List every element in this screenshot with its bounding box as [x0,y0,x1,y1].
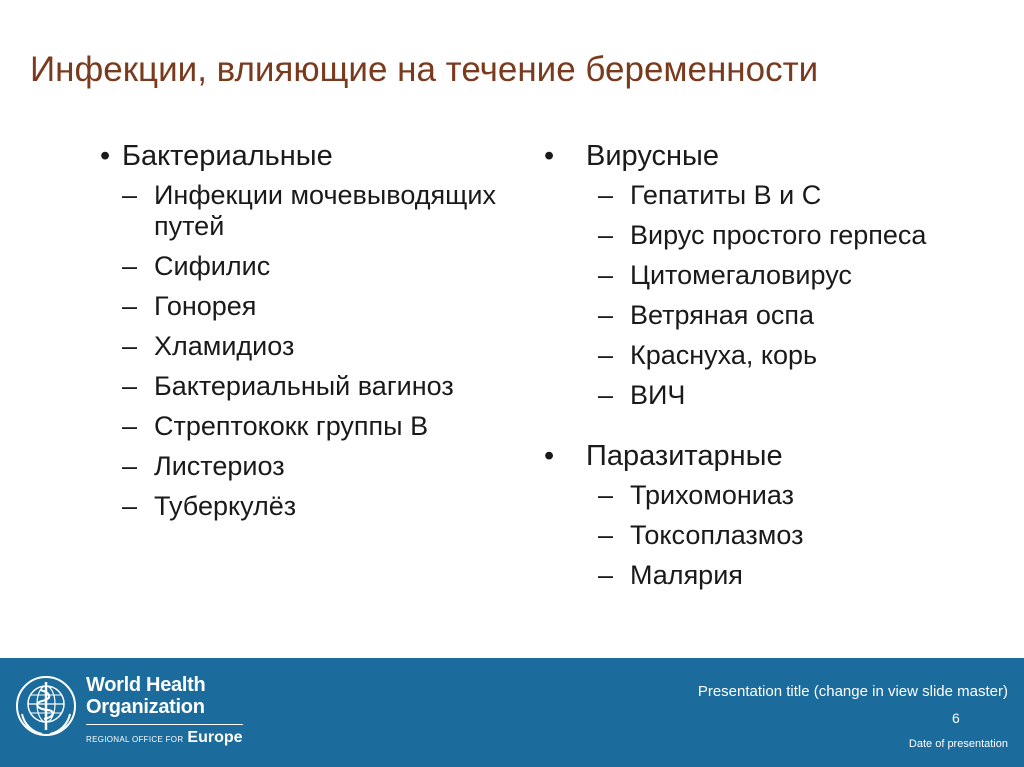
sub-item [122,407,520,447]
sub-item-label: Сифилис [154,251,271,281]
sub-item-label: Листериоз [154,451,285,481]
sub-item [598,516,984,556]
bullet-group-bacterial [100,136,520,527]
sub-item [122,176,520,247]
sub-item [598,336,984,376]
bullet-item [100,136,520,176]
who-logo [14,674,243,747]
bullet-item [544,136,984,176]
sub-item-label: Инфекции мочевыводящих путей [154,180,496,241]
dash-marker: – [598,300,614,330]
sub-item-label: Цитомегаловирус [630,260,852,290]
dash-marker: – [122,411,138,441]
footer-bar [0,658,1024,767]
sub-item [598,556,984,596]
dash-marker: – [122,331,138,361]
dash-marker: – [122,491,138,521]
dash-marker: – [598,340,614,370]
sub-item [598,176,984,216]
bullet-label: Бактериальные [122,140,333,172]
sub-item-label: Трихомониаз [630,480,794,510]
sub-item-label: Бактериальный вагиноз [154,371,454,401]
bullet-marker: • [544,140,555,172]
regional-office [86,724,243,747]
sub-item-label: Гепатиты В и С [630,180,822,210]
sub-item-label: Хламидиоз [154,331,295,361]
sub-item-label: ВИЧ [630,380,686,410]
sub-item [598,216,984,256]
sub-item [122,487,520,527]
sub-item-label: Краснуха, корь [630,340,818,370]
presentation-date: Date of presentation [908,738,1008,750]
dash-marker: – [598,380,614,410]
bullet-label: Вирусные [586,140,720,172]
regional-region: Europe [187,729,243,746]
org-name-line2: Organization [86,696,205,718]
sub-item [122,367,520,407]
bullet-item [544,436,984,476]
sub-item [598,256,984,296]
bullet-marker: • [544,440,555,472]
bullet-marker: • [100,140,111,172]
sub-item [122,247,520,287]
sub-item-label: Туберкулёз [154,491,297,521]
bullet-label: Паразитарные [586,440,783,472]
sub-item [598,296,984,336]
slide-title: Инфекции, влияющие на течение беременности [30,50,819,89]
dash-marker: – [598,180,614,210]
dash-marker: – [122,291,138,321]
sub-list [544,176,984,416]
bullet-group-viral [544,136,984,416]
left-column [100,136,520,527]
sub-item-label: Малярия [630,560,743,590]
dash-marker: – [122,180,138,210]
sub-item-label: Токсоплазмоз [630,520,804,550]
sub-item-label: Гонорея [154,291,257,321]
sub-item [122,447,520,487]
presentation-title: Presentation title (change in view slide master) [697,683,1008,700]
dash-marker: – [598,260,614,290]
sub-item-label: Вирус простого герпеса [630,220,927,250]
sub-list [100,176,520,527]
dash-marker: – [598,520,614,550]
sub-item [598,376,984,416]
who-emblem-icon [14,674,78,738]
logo-text [86,674,243,747]
sub-item [598,476,984,516]
dash-marker: – [598,480,614,510]
dash-marker: – [122,251,138,281]
regional-prefix: REGIONAL OFFICE FOR [86,735,184,744]
dash-marker: – [122,451,138,481]
sub-item-label: Ветряная оспа [630,300,815,330]
page-number: 6 [952,710,960,726]
dash-marker: – [598,560,614,590]
sub-item [122,287,520,327]
right-column [544,136,984,596]
sub-item [122,327,520,367]
dash-marker: – [598,220,614,250]
bullet-group-parasitic [544,436,984,596]
sub-list [544,476,984,596]
dash-marker: – [122,371,138,401]
org-name-line1: World Health [86,674,206,696]
sub-item-label: Стрептококк группы В [154,411,429,441]
